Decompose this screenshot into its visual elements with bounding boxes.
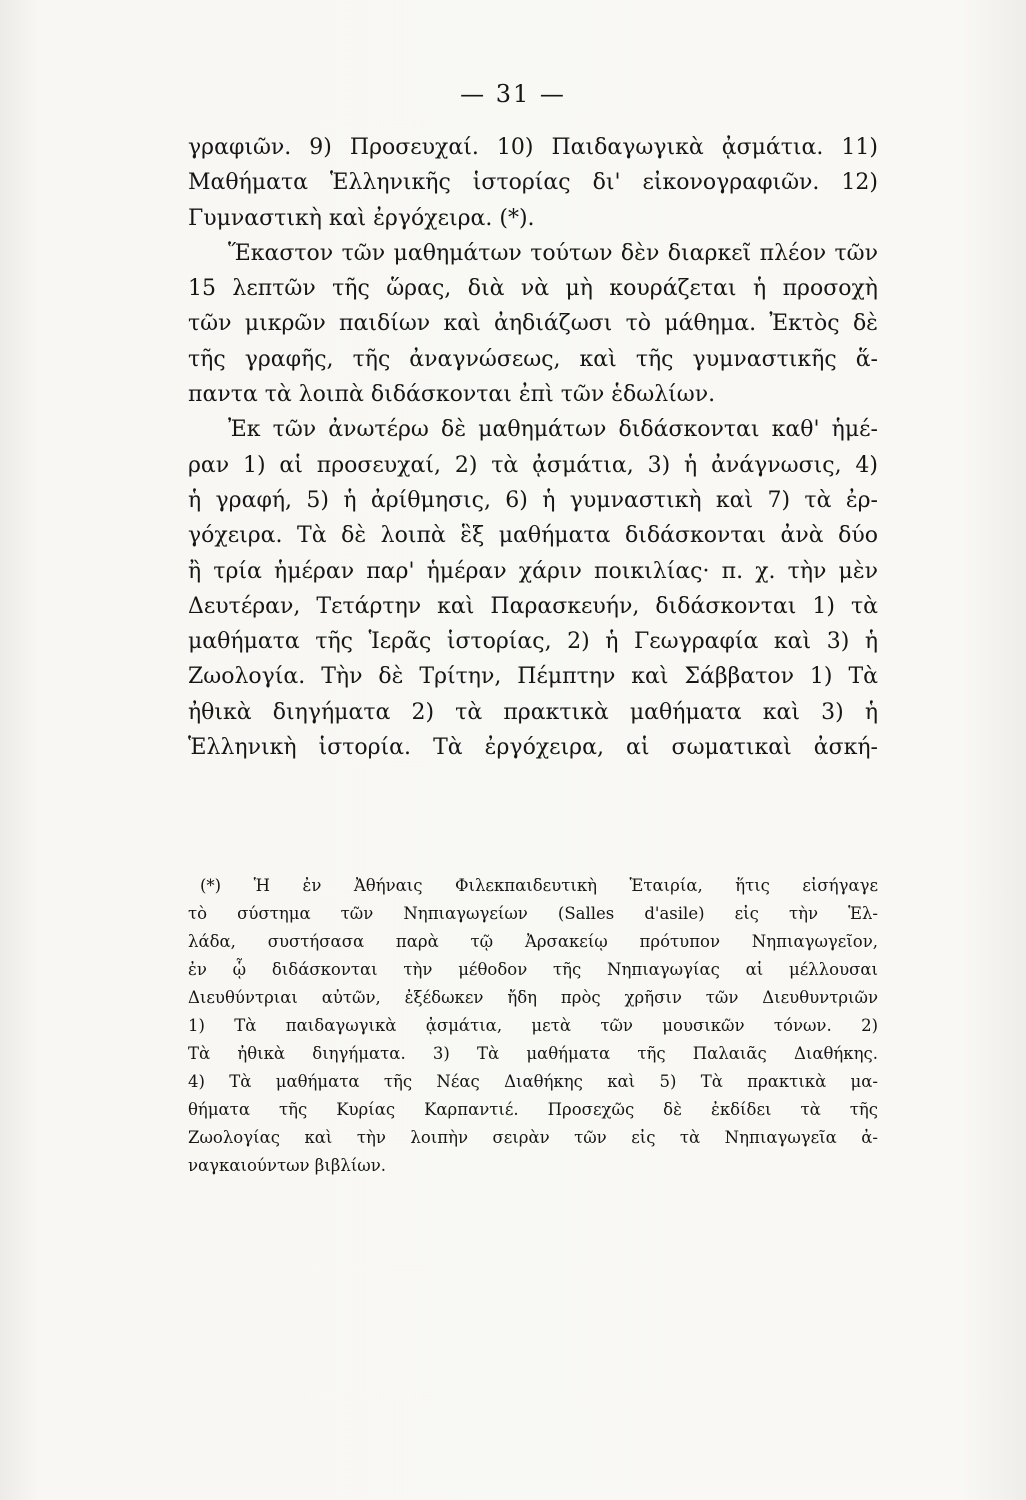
- footnote-line: τὸ σύστημα τῶν Νηπιαγωγείων (Salles d'asile) εἰς τὴν Ἑλ-: [188, 904, 878, 923]
- text-line: τῆς γραφῆς, τῆς ἀναγνώσεως, καὶ τῆς γυμναστικῆς ἅ-: [188, 346, 878, 372]
- footnote-line: ἐν ᾧ διδάσκονται τὴν μέθοδον τῆς Νηπιαγωγίας αἱ μέλλουσαι: [188, 960, 878, 979]
- text-line: μαθήματα τῆς Ἱερᾶς ἱστορίας, 2) ἡ Γεωγραφία καὶ 3) ἡ: [188, 629, 878, 655]
- text-line: 15 λεπτῶν τῆς ὥρας, διὰ νὰ μὴ κουράζεται ἡ προσοχὴ: [188, 276, 878, 302]
- footnote-line: Ζωολογίας καὶ τὴν λοιπὴν σειρὰν τῶν εἰς τὰ Νηπιαγωγεῖα ἀ-: [188, 1128, 878, 1147]
- page-number: — 31 —: [460, 80, 566, 108]
- text-line: Δευτέραν, Τετάρτην καὶ Παρασκευήν, διδάσκονται 1) τὰ: [188, 593, 878, 619]
- footnote-line: (*) Ἡ ἐν Ἀθήναις Φιλεκπαιδευτικὴ Ἑταιρία, ἥτις εἰσήγαγε: [200, 876, 878, 895]
- text-line: τῶν μικρῶν παιδίων καὶ ἀηδιάζωσι τὸ μάθημα. Ἐκτὸς δὲ: [188, 311, 878, 337]
- text-line: Ἐκ τῶν ἀνωτέρω δὲ μαθημάτων διδάσκονται καθ' ἡμέ-: [228, 417, 878, 443]
- main-text: [188, 130, 878, 765]
- footnote-line: Τὰ ἠθικὰ διηγήματα. 3) Τὰ μαθήματα τῆς Παλαιᾶς Διαθήκης.: [188, 1044, 878, 1063]
- footnote-line: 4) Τὰ μαθήματα τῆς Νέας Διαθήκης καὶ 5) Τὰ πρακτικὰ μα-: [188, 1072, 878, 1091]
- footnote-line: Διευθύντριαι αὐτῶν, ἐξέδωκεν ἤδη πρὸς χρῆσιν τῶν Διευθυντριῶν: [188, 988, 878, 1007]
- text-line: ἢ τρία ἡμέραν παρ' ἡμέραν χάριν ποικιλίας· π. χ. τὴν μὲν: [188, 558, 878, 584]
- footnote-line: λάδα, συστήσασα παρὰ τῷ Ἀρσακείῳ πρότυπον Νηπιαγωγεῖον,: [188, 932, 878, 951]
- footnote-line: 1) Τὰ παιδαγωγικὰ ᾀσμάτια, μετὰ τῶν μουσικῶν τόνων. 2): [188, 1016, 878, 1035]
- footnote-line: ναγκαιούντων βιβλίων.: [188, 1156, 387, 1175]
- footnote-line: θήματα τῆς Κυρίας Καρπαντιέ. Προσεχῶς δὲ ἐκδίδει τὰ τῆς: [188, 1100, 878, 1119]
- text-line: Μαθήματα Ἑλληνικῆς ἱστορίας δι' εἰκονογραφιῶν. 12): [188, 170, 878, 196]
- text-line: παντα τὰ λοιπὰ διδάσκονται ἐπὶ τῶν ἑδωλίων.: [188, 382, 716, 408]
- text-line: γόχειρα. Τὰ δὲ λοιπὰ ἓξ μαθήματα διδάσκονται ἀνὰ δύο: [188, 523, 878, 549]
- text-line: Γυμναστικὴ καὶ ἐργόχειρα. (*).: [188, 205, 535, 231]
- footnote: [188, 872, 878, 1180]
- text-line: ἡ γραφή, 5) ἡ ἀρίθμησις, 6) ἡ γυμναστικὴ καὶ 7) τὰ ἐρ-: [188, 487, 878, 513]
- text-line: Ἑλληνικὴ ἱστορία. Τὰ ἐργόχειρα, αἱ σωματικαὶ ἀσκή-: [188, 735, 878, 761]
- text-line: ἠθικὰ διηγήματα 2) τὰ πρακτικὰ μαθήματα καὶ 3) ἡ: [188, 699, 878, 725]
- text-line: ραν 1) αἱ προσευχαί, 2) τὰ ᾀσμάτια, 3) ἡ ἀνάγνωσις, 4): [188, 452, 878, 478]
- text-line: Ἕκαστον τῶν μαθημάτων τούτων δὲν διαρκεῖ πλέον τῶν: [228, 240, 878, 266]
- text-line: Ζωολογία. Τὴν δὲ Τρίτην, Πέμπτην καὶ Σάββατον 1) Τὰ: [188, 664, 878, 690]
- text-line: γραφιῶν. 9) Προσευχαί. 10) Παιδαγωγικὰ ᾀσμάτια. 11): [188, 135, 878, 160]
